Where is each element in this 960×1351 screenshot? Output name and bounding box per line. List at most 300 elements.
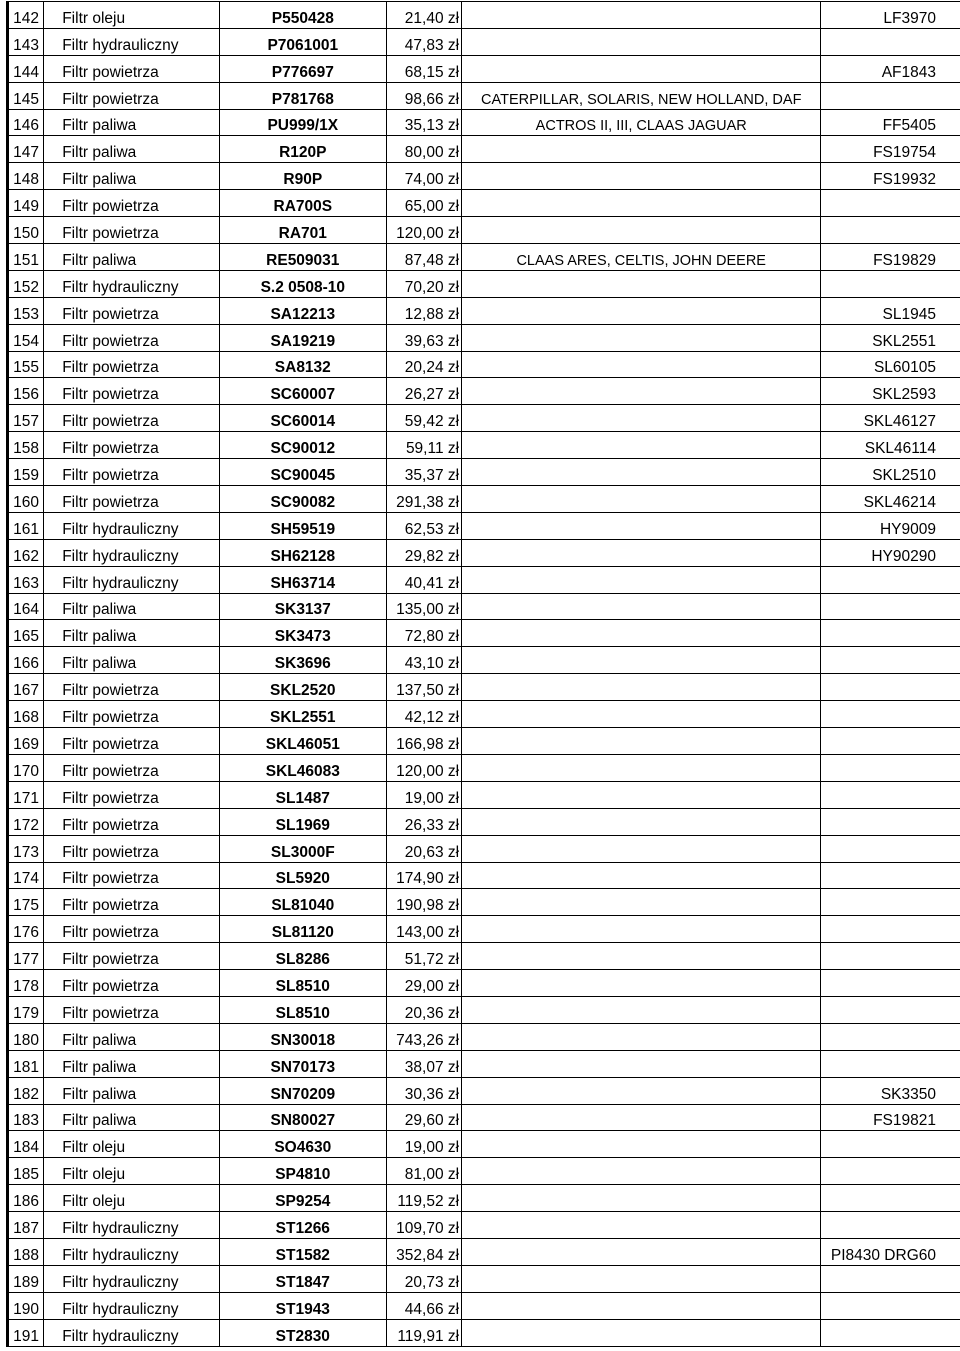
table-row: [8, 808, 960, 835]
price-cell: 26,33 zł: [386, 808, 462, 835]
table-row: [8, 1158, 960, 1185]
table-row: [8, 889, 960, 916]
part-code-cell: SK3137: [220, 593, 387, 620]
table-row: [8, 297, 960, 324]
equivalent-code-cell: [821, 808, 960, 835]
price-cell: 59,11 zł: [386, 432, 462, 459]
part-code-cell: SN70209: [220, 1077, 387, 1104]
equivalent-code-cell: [821, 270, 960, 297]
equivalent-code-cell: LF3970: [821, 2, 960, 29]
part-code-cell: SK3696: [220, 647, 387, 674]
price-cell: 166,98 zł: [386, 728, 462, 755]
part-code-cell: SH63714: [220, 566, 387, 593]
part-code-cell: SP4810: [220, 1158, 387, 1185]
application-cell: [462, 1158, 821, 1185]
price-cell: 20,63 zł: [386, 835, 462, 862]
part-code-cell: SC60007: [220, 378, 387, 405]
part-code-cell: SN80027: [220, 1104, 387, 1131]
table-row: [8, 862, 960, 889]
application-cell: [462, 28, 821, 55]
row-number-cell: 154: [8, 324, 44, 351]
equivalent-code-cell: FS19754: [821, 136, 960, 163]
equivalent-code-cell: SKL46114: [821, 432, 960, 459]
equivalent-code-cell: [821, 943, 960, 970]
part-code-cell: ST1582: [220, 1238, 387, 1265]
application-cell: [462, 916, 821, 943]
filter-type-cell: Filtr hydrauliczny: [44, 566, 220, 593]
equivalent-code-cell: [821, 620, 960, 647]
filter-type-cell: Filtr paliwa: [44, 1104, 220, 1131]
application-cell: [462, 1050, 821, 1077]
table-row: [8, 1104, 960, 1131]
application-cell: [462, 217, 821, 244]
table-row: [8, 781, 960, 808]
part-code-cell: P781768: [220, 82, 387, 109]
filter-type-cell: Filtr powietrza: [44, 459, 220, 486]
price-cell: 62,53 zł: [386, 512, 462, 539]
filter-type-cell: Filtr powietrza: [44, 970, 220, 997]
price-cell: 135,00 zł: [386, 593, 462, 620]
application-cell: [462, 674, 821, 701]
price-cell: 68,15 zł: [386, 55, 462, 82]
filter-type-cell: Filtr oleju: [44, 2, 220, 29]
part-code-cell: SC90012: [220, 432, 387, 459]
equivalent-code-cell: [821, 647, 960, 674]
row-number-cell: 179: [8, 996, 44, 1023]
part-code-cell: SL1969: [220, 808, 387, 835]
row-number-cell: 171: [8, 781, 44, 808]
price-cell: 65,00 zł: [386, 190, 462, 217]
equivalent-code-cell: [821, 970, 960, 997]
part-code-cell: RA700S: [220, 190, 387, 217]
table-row: [8, 996, 960, 1023]
table-row: [8, 459, 960, 486]
equivalent-code-cell: AF1843: [821, 55, 960, 82]
row-number-cell: 188: [8, 1238, 44, 1265]
equivalent-code-cell: [821, 701, 960, 728]
price-cell: 291,38 zł: [386, 486, 462, 513]
equivalent-code-cell: [821, 674, 960, 701]
table-row: [8, 1212, 960, 1239]
part-code-cell: SL81120: [220, 916, 387, 943]
part-code-cell: ST2830: [220, 1319, 387, 1346]
equivalent-code-cell: SKL46214: [821, 486, 960, 513]
application-cell: [462, 970, 821, 997]
part-code-cell: SL5920: [220, 862, 387, 889]
row-number-cell: 174: [8, 862, 44, 889]
table-row: [8, 1265, 960, 1292]
table-row: [8, 163, 960, 190]
price-cell: 137,50 zł: [386, 674, 462, 701]
filter-type-cell: Filtr powietrza: [44, 835, 220, 862]
equivalent-code-cell: HY90290: [821, 539, 960, 566]
application-cell: [462, 1212, 821, 1239]
application-cell: [462, 728, 821, 755]
equivalent-code-cell: [821, 1050, 960, 1077]
part-code-cell: SA12213: [220, 297, 387, 324]
application-cell: [462, 943, 821, 970]
price-cell: 35,37 zł: [386, 459, 462, 486]
filter-type-cell: Filtr hydrauliczny: [44, 512, 220, 539]
price-cell: 120,00 zł: [386, 754, 462, 781]
equivalent-code-cell: [821, 1131, 960, 1158]
row-number-cell: 185: [8, 1158, 44, 1185]
table-row: [8, 512, 960, 539]
part-code-cell: SC90045: [220, 459, 387, 486]
price-cell: 119,52 zł: [386, 1185, 462, 1212]
price-cell: 43,10 zł: [386, 647, 462, 674]
filter-type-cell: Filtr paliwa: [44, 593, 220, 620]
application-cell: [462, 835, 821, 862]
filter-type-cell: Filtr powietrza: [44, 862, 220, 889]
filter-type-cell: Filtr powietrza: [44, 190, 220, 217]
row-number-cell: 142: [8, 2, 44, 29]
row-number-cell: 187: [8, 1212, 44, 1239]
price-cell: 29,00 zł: [386, 970, 462, 997]
price-cell: 20,24 zł: [386, 351, 462, 378]
part-code-cell: ST1847: [220, 1265, 387, 1292]
row-number-cell: 158: [8, 432, 44, 459]
price-cell: 87,48 zł: [386, 244, 462, 271]
table-row: [8, 647, 960, 674]
application-cell: [462, 297, 821, 324]
row-number-cell: 191: [8, 1319, 44, 1346]
part-code-cell: P7061001: [220, 28, 387, 55]
filter-type-cell: Filtr hydrauliczny: [44, 28, 220, 55]
application-cell: [462, 754, 821, 781]
filter-type-cell: Filtr powietrza: [44, 324, 220, 351]
row-number-cell: 180: [8, 1023, 44, 1050]
row-number-cell: 176: [8, 916, 44, 943]
part-code-cell: SN70173: [220, 1050, 387, 1077]
equivalent-code-cell: HY9009: [821, 512, 960, 539]
table-row: [8, 754, 960, 781]
table-row: [8, 1050, 960, 1077]
table-row: [8, 2, 960, 29]
price-cell: 59,42 zł: [386, 405, 462, 432]
filter-type-cell: Filtr paliwa: [44, 136, 220, 163]
row-number-cell: 143: [8, 28, 44, 55]
equivalent-code-cell: SK3350: [821, 1077, 960, 1104]
table-row: [8, 835, 960, 862]
table-row: [8, 916, 960, 943]
table-row: [8, 970, 960, 997]
price-cell: 743,26 zł: [386, 1023, 462, 1050]
row-number-cell: 150: [8, 217, 44, 244]
application-cell: [462, 889, 821, 916]
filter-type-cell: Filtr powietrza: [44, 378, 220, 405]
filter-type-cell: Filtr powietrza: [44, 701, 220, 728]
table-row: [8, 324, 960, 351]
filter-type-cell: Filtr oleju: [44, 1158, 220, 1185]
filter-type-cell: Filtr paliwa: [44, 244, 220, 271]
equivalent-code-cell: [821, 1292, 960, 1319]
filter-type-cell: Filtr paliwa: [44, 163, 220, 190]
equivalent-code-cell: [821, 28, 960, 55]
table-row: [8, 1292, 960, 1319]
price-cell: 39,63 zł: [386, 324, 462, 351]
price-cell: 174,90 zł: [386, 862, 462, 889]
price-cell: 29,82 zł: [386, 539, 462, 566]
part-code-cell: ST1943: [220, 1292, 387, 1319]
application-cell: [462, 862, 821, 889]
table-row: [8, 1077, 960, 1104]
part-code-cell: SC90082: [220, 486, 387, 513]
table-row: [8, 190, 960, 217]
price-cell: 26,27 zł: [386, 378, 462, 405]
row-number-cell: 152: [8, 270, 44, 297]
equivalent-code-cell: [821, 889, 960, 916]
price-cell: 352,84 zł: [386, 1238, 462, 1265]
table-row: [8, 674, 960, 701]
application-cell: [462, 566, 821, 593]
application-cell: [462, 512, 821, 539]
application-cell: [462, 378, 821, 405]
application-cell: [462, 351, 821, 378]
table-row: [8, 55, 960, 82]
filter-type-cell: Filtr powietrza: [44, 297, 220, 324]
application-cell: [462, 432, 821, 459]
application-cell: [462, 593, 821, 620]
row-number-cell: 170: [8, 754, 44, 781]
price-cell: 20,73 zł: [386, 1265, 462, 1292]
filter-type-cell: Filtr powietrza: [44, 781, 220, 808]
price-cell: 190,98 zł: [386, 889, 462, 916]
part-code-cell: SN30018: [220, 1023, 387, 1050]
table-row: [8, 1319, 960, 1346]
part-code-cell: SA8132: [220, 351, 387, 378]
row-number-cell: 186: [8, 1185, 44, 1212]
row-number-cell: 162: [8, 539, 44, 566]
table-row: [8, 405, 960, 432]
filter-type-cell: Filtr powietrza: [44, 82, 220, 109]
table-row: [8, 728, 960, 755]
part-code-cell: RA701: [220, 217, 387, 244]
filter-type-cell: Filtr hydrauliczny: [44, 270, 220, 297]
equivalent-code-cell: [821, 190, 960, 217]
row-number-cell: 159: [8, 459, 44, 486]
price-cell: 38,07 zł: [386, 1050, 462, 1077]
table-row: [8, 109, 960, 136]
row-number-cell: 169: [8, 728, 44, 755]
table-row: [8, 1238, 960, 1265]
row-number-cell: 149: [8, 190, 44, 217]
part-code-cell: P550428: [220, 2, 387, 29]
price-cell: 74,00 zł: [386, 163, 462, 190]
filter-type-cell: Filtr hydrauliczny: [44, 539, 220, 566]
filter-type-cell: Filtr powietrza: [44, 486, 220, 513]
filter-type-cell: Filtr hydrauliczny: [44, 1292, 220, 1319]
price-cell: 19,00 zł: [386, 781, 462, 808]
application-cell: [462, 996, 821, 1023]
application-cell: [462, 1292, 821, 1319]
row-number-cell: 173: [8, 835, 44, 862]
equivalent-code-cell: FS19829: [821, 244, 960, 271]
row-number-cell: 145: [8, 82, 44, 109]
part-code-cell: SL8510: [220, 970, 387, 997]
table-row: [8, 620, 960, 647]
filter-type-cell: Filtr powietrza: [44, 808, 220, 835]
table-row: [8, 566, 960, 593]
application-cell: [462, 647, 821, 674]
table-row: [8, 943, 960, 970]
row-number-cell: 153: [8, 297, 44, 324]
equivalent-code-cell: [821, 728, 960, 755]
price-cell: 81,00 zł: [386, 1158, 462, 1185]
row-number-cell: 178: [8, 970, 44, 997]
equivalent-code-cell: SKL46127: [821, 405, 960, 432]
price-cell: 72,80 zł: [386, 620, 462, 647]
application-cell: [462, 539, 821, 566]
application-cell: [462, 1023, 821, 1050]
row-number-cell: 163: [8, 566, 44, 593]
equivalent-code-cell: [821, 1023, 960, 1050]
row-number-cell: 177: [8, 943, 44, 970]
filter-type-cell: Filtr powietrza: [44, 217, 220, 244]
price-cell: 35,13 zł: [386, 109, 462, 136]
equivalent-code-cell: SL60105: [821, 351, 960, 378]
equivalent-code-cell: [821, 566, 960, 593]
row-number-cell: 166: [8, 647, 44, 674]
application-cell: [462, 620, 821, 647]
equivalent-code-cell: [821, 862, 960, 889]
filter-type-cell: Filtr oleju: [44, 1185, 220, 1212]
part-code-cell: PU999/1X: [220, 109, 387, 136]
equivalent-code-cell: [821, 217, 960, 244]
application-cell: ACTROS II, III, CLAAS JAGUAR: [462, 109, 821, 136]
row-number-cell: 147: [8, 136, 44, 163]
price-cell: 119,91 zł: [386, 1319, 462, 1346]
application-cell: [462, 486, 821, 513]
equivalent-code-cell: [821, 916, 960, 943]
application-cell: [462, 781, 821, 808]
filter-type-cell: Filtr paliwa: [44, 109, 220, 136]
filter-type-cell: Filtr paliwa: [44, 620, 220, 647]
filter-type-cell: Filtr hydrauliczny: [44, 1319, 220, 1346]
application-cell: [462, 270, 821, 297]
row-number-cell: 161: [8, 512, 44, 539]
table-row: [8, 378, 960, 405]
filter-type-cell: Filtr powietrza: [44, 754, 220, 781]
price-cell: 42,12 zł: [386, 701, 462, 728]
table-row: [8, 1023, 960, 1050]
filter-type-cell: Filtr powietrza: [44, 916, 220, 943]
application-cell: [462, 2, 821, 29]
part-code-cell: SC60014: [220, 405, 387, 432]
part-code-cell: SKL2520: [220, 674, 387, 701]
filter-type-cell: Filtr oleju: [44, 1131, 220, 1158]
price-cell: 12,88 zł: [386, 297, 462, 324]
price-cell: 20,36 zł: [386, 996, 462, 1023]
filter-type-cell: Filtr powietrza: [44, 351, 220, 378]
filter-type-cell: Filtr powietrza: [44, 432, 220, 459]
part-code-cell: R90P: [220, 163, 387, 190]
part-code-cell: RE509031: [220, 244, 387, 271]
part-code-cell: SL1487: [220, 781, 387, 808]
part-code-cell: P776697: [220, 55, 387, 82]
filter-type-cell: Filtr powietrza: [44, 728, 220, 755]
table-row: [8, 593, 960, 620]
filter-type-cell: Filtr paliwa: [44, 1077, 220, 1104]
application-cell: [462, 190, 821, 217]
row-number-cell: 148: [8, 163, 44, 190]
application-cell: [462, 1185, 821, 1212]
row-number-cell: 175: [8, 889, 44, 916]
equivalent-code-cell: FS19821: [821, 1104, 960, 1131]
price-cell: 143,00 zł: [386, 916, 462, 943]
equivalent-code-cell: [821, 996, 960, 1023]
application-cell: [462, 1104, 821, 1131]
row-number-cell: 155: [8, 351, 44, 378]
price-cell: 29,60 zł: [386, 1104, 462, 1131]
row-number-cell: 184: [8, 1131, 44, 1158]
filter-type-cell: Filtr hydrauliczny: [44, 1212, 220, 1239]
price-cell: 21,40 zł: [386, 2, 462, 29]
application-cell: [462, 701, 821, 728]
application-cell: [462, 163, 821, 190]
row-number-cell: 164: [8, 593, 44, 620]
row-number-cell: 151: [8, 244, 44, 271]
equivalent-code-cell: [821, 1158, 960, 1185]
part-code-cell: ST1266: [220, 1212, 387, 1239]
equivalent-code-cell: [821, 593, 960, 620]
price-cell: 47,83 zł: [386, 28, 462, 55]
table-row: [8, 28, 960, 55]
filter-type-cell: Filtr powietrza: [44, 55, 220, 82]
equivalent-code-cell: [821, 835, 960, 862]
application-cell: [462, 324, 821, 351]
application-cell: CATERPILLAR, SOLARIS, NEW HOLLAND, DAF: [462, 82, 821, 109]
part-code-cell: SL8286: [220, 943, 387, 970]
table-row: [8, 486, 960, 513]
part-code-cell: SL3000F: [220, 835, 387, 862]
row-number-cell: 167: [8, 674, 44, 701]
price-cell: 80,00 zł: [386, 136, 462, 163]
part-code-cell: SH62128: [220, 539, 387, 566]
application-cell: [462, 1077, 821, 1104]
application-cell: [462, 1238, 821, 1265]
application-cell: [462, 808, 821, 835]
application-cell: [462, 1319, 821, 1346]
application-cell: [462, 55, 821, 82]
equivalent-code-cell: SKL2551: [821, 324, 960, 351]
row-number-cell: 182: [8, 1077, 44, 1104]
equivalent-code-cell: [821, 1212, 960, 1239]
price-cell: 120,00 zł: [386, 217, 462, 244]
application-cell: [462, 459, 821, 486]
row-number-cell: 146: [8, 109, 44, 136]
part-code-cell: SKL46083: [220, 754, 387, 781]
price-cell: 98,66 zł: [386, 82, 462, 109]
table-row: [8, 270, 960, 297]
row-number-cell: 144: [8, 55, 44, 82]
equivalent-code-cell: [821, 754, 960, 781]
filter-type-cell: Filtr powietrza: [44, 996, 220, 1023]
table-row: [8, 539, 960, 566]
row-number-cell: 189: [8, 1265, 44, 1292]
equivalent-code-cell: SKL2593: [821, 378, 960, 405]
filter-type-cell: Filtr paliwa: [44, 1050, 220, 1077]
filter-type-cell: Filtr hydrauliczny: [44, 1265, 220, 1292]
row-number-cell: 183: [8, 1104, 44, 1131]
row-number-cell: 157: [8, 405, 44, 432]
table-row: [8, 82, 960, 109]
part-code-cell: SH59519: [220, 512, 387, 539]
part-code-cell: SKL2551: [220, 701, 387, 728]
part-code-cell: S.2 0508-10: [220, 270, 387, 297]
row-number-cell: 165: [8, 620, 44, 647]
filter-type-cell: Filtr powietrza: [44, 943, 220, 970]
